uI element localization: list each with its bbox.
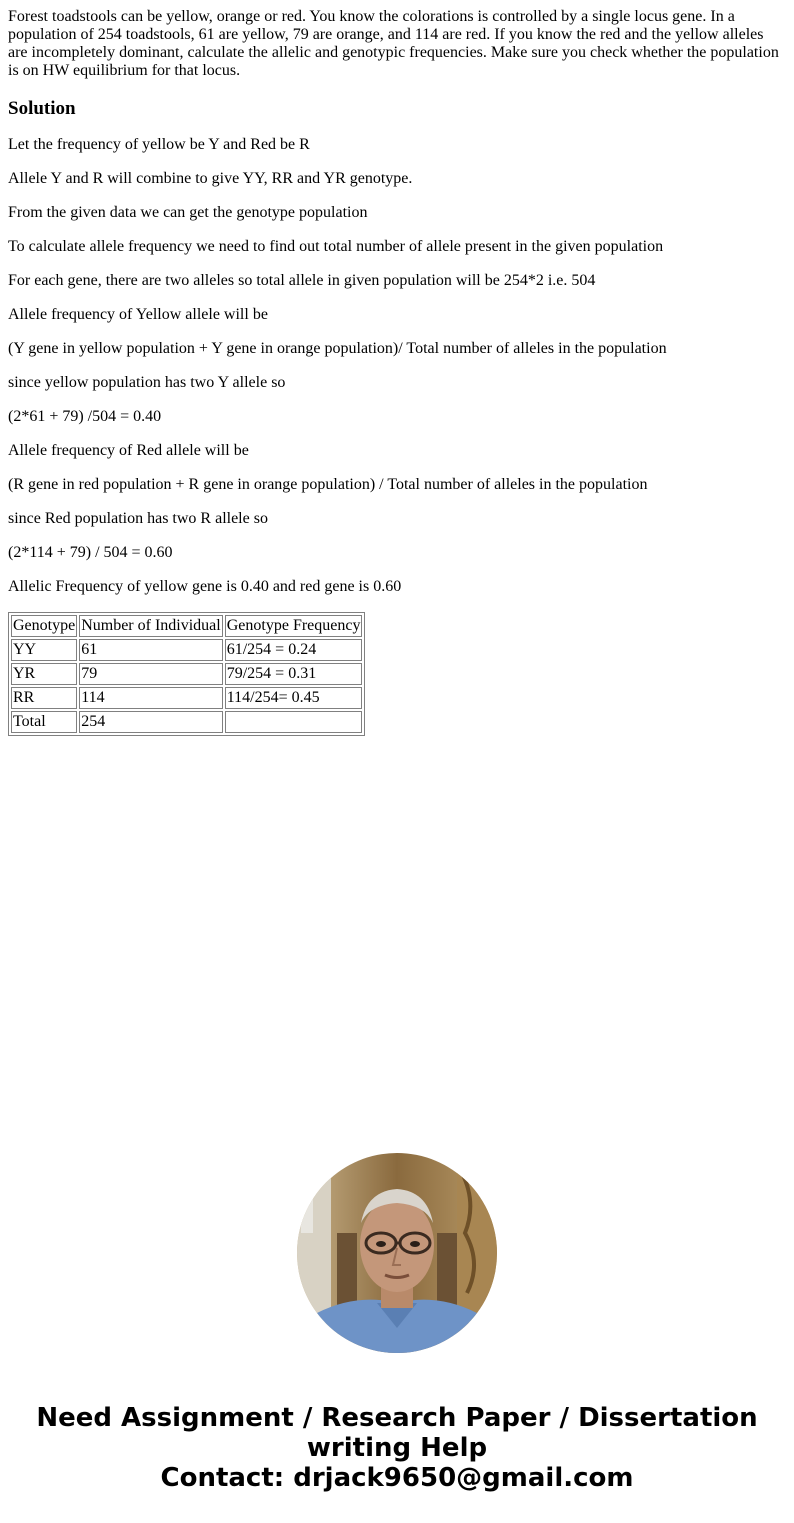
- banner-line: Need Assignment / Research Paper / Dissertation: [36, 1403, 758, 1433]
- table-cell: 254: [79, 711, 223, 733]
- table-cell: 79: [79, 663, 223, 685]
- solution-paragraph: Allelic Frequency of yellow gene is 0.40 and red gene is 0.60: [8, 578, 402, 595]
- table-cell: 114/254= 0.45: [225, 687, 363, 709]
- table-cell: 114: [79, 687, 223, 709]
- table-header-cell: Genotype Frequency: [225, 615, 363, 637]
- table-cell: 61: [79, 639, 223, 661]
- solution-paragraph: since yellow population has two Y allele so: [8, 374, 286, 391]
- solution-paragraph: Allele frequency of Red allele will be: [8, 442, 249, 459]
- table-cell: Total: [11, 711, 77, 733]
- solution-paragraph: (R gene in red population + R gene in orange population) / Total number of alleles in the population: [8, 476, 648, 493]
- table-row: [11, 687, 362, 709]
- contact-email: Contact: drjack9650@gmail.com: [160, 1463, 634, 1493]
- question-text: Forest toadstools can be yellow, orange or red. You know the colorations is controlled by a single locus gene. In a population of 254 toadstools, 61 are yellow, 79 are orange, and 114 are red. If you know the red and the yellow alleles are incompletely dominant, calculate the allelic and genotypic frequencies. Make sure you check whether the population is on HW equilibrium for that locus.: [8, 8, 779, 79]
- solution-heading: Solution: [8, 98, 76, 119]
- author-avatar: [297, 1153, 497, 1353]
- solution-paragraph: (2*61 + 79) /504 = 0.40: [8, 408, 162, 425]
- table-cell: YY: [11, 639, 77, 661]
- document-body: [8, 8, 783, 736]
- solution-paragraph: since Red population has two R allele so: [8, 510, 268, 527]
- table-header-cell: Genotype: [11, 615, 77, 637]
- contact-banner: [0, 1403, 794, 1493]
- table-header-cell: Number of Individual: [79, 615, 223, 637]
- solution-paragraph: Allele Y and R will combine to give YY, RR and YR genotype.: [8, 170, 413, 187]
- solution-paragraph: Let the frequency of yellow be Y and Red be R: [8, 136, 310, 153]
- solution-paragraph: To calculate allele frequency we need to find out total number of allele present in the given population: [8, 238, 664, 255]
- genotype-frequency-table: [8, 612, 365, 736]
- solution-paragraph: (2*114 + 79) / 504 = 0.60: [8, 544, 173, 561]
- solution-paragraph: Allele frequency of Yellow allele will be: [8, 306, 268, 323]
- banner-line: writing Help: [306, 1433, 488, 1463]
- table-header-row: [11, 615, 362, 637]
- table-cell: [225, 711, 363, 733]
- solution-paragraph: For each gene, there are two alleles so total allele in given population will be 254*2 i.e. 504: [8, 272, 596, 289]
- table-row: [11, 663, 362, 685]
- author-portrait-image: [297, 1153, 497, 1353]
- solution-paragraph: From the given data we can get the genotype population: [8, 204, 368, 221]
- table-cell: 61/254 = 0.24: [225, 639, 363, 661]
- solution-paragraph: (Y gene in yellow population + Y gene in orange population)/ Total number of alleles in the population: [8, 340, 667, 357]
- table-cell: RR: [11, 687, 77, 709]
- table-cell: 79/254 = 0.31: [225, 663, 363, 685]
- table-row: [11, 639, 362, 661]
- table-row: [11, 711, 362, 733]
- table-cell: YR: [11, 663, 77, 685]
